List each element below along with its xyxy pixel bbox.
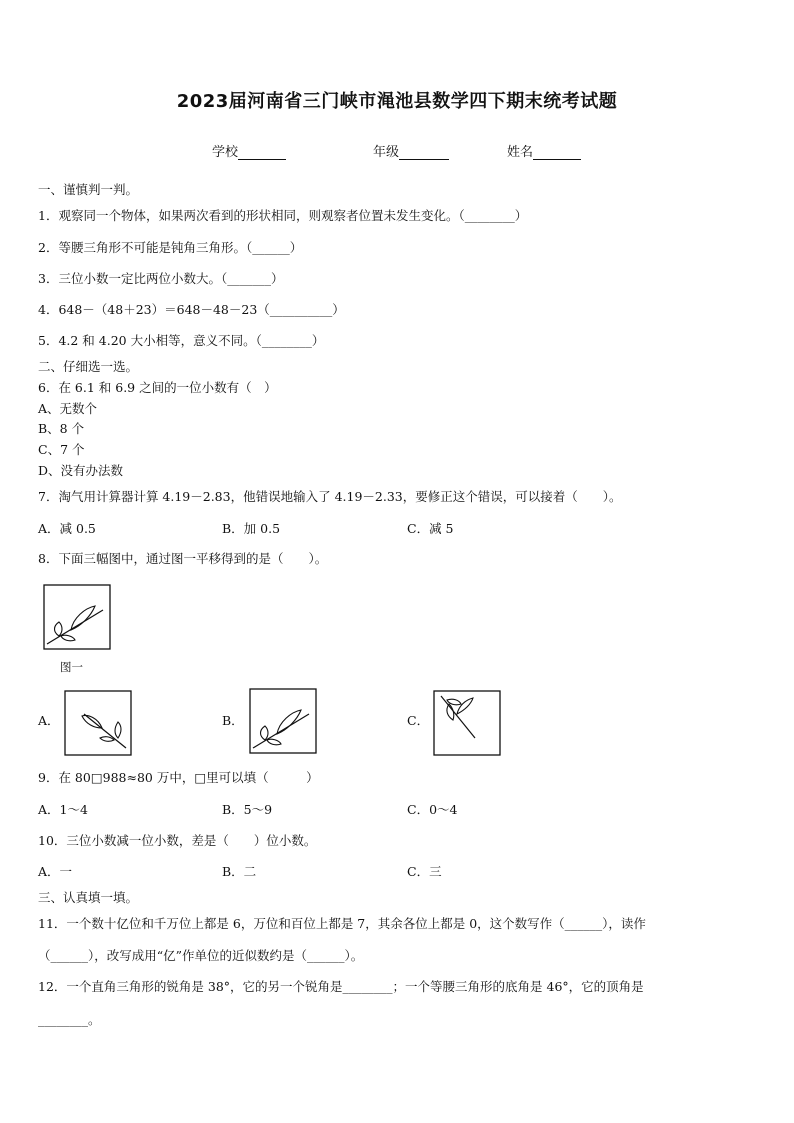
section-heading: 三、认真填一填。 — [38, 890, 139, 905]
question-9-option-b: B．5～9 — [222, 802, 273, 817]
question-12-line-1: 12．一个直角三角形的锐角是 38°，它的另一个锐角是________；一个等腰三角形的底角是 46°，它的顶角是 — [38, 979, 644, 994]
question-9-option-c: C．0～4 — [407, 802, 458, 817]
question-12-line-2: ________。 — [38, 1012, 101, 1027]
question-8-option-a: A． — [38, 713, 60, 728]
option-a-leaf-image[interactable] — [64, 690, 132, 756]
question-10-option-a: A．一 — [38, 864, 73, 879]
name-blank[interactable] — [533, 145, 581, 160]
question-11-line-2: （______），改写成用“亿”作单位的近似数约是（______）。 — [38, 948, 364, 963]
grade-field — [373, 141, 449, 160]
question-7: 7．淘气用计算器计算 4.19－2.83，他错误地输入了 4.19－2.33，要修正这个错误，可以接着（ ）。 — [38, 489, 622, 504]
question-7-option-a: A．减 0.5 — [38, 521, 96, 536]
question-6: 6．在 6.1 和 6.9 之间的一位小数有（ ） — [38, 380, 277, 395]
question-6-option-b: B、8 个 — [38, 421, 85, 436]
question-6-option-d: D、没有办法数 — [38, 463, 124, 478]
question-6-option-c: C、7 个 — [38, 442, 85, 457]
option-c-leaf-image[interactable] — [433, 690, 501, 756]
page-title: 2023届河南省三门峡市渑池县数学四下期末统考试题 — [176, 91, 618, 112]
question-4: 4．648－（48＋23）＝648－48－23（__________） — [38, 302, 345, 317]
question-8: 8．下面三幅图中，通过图一平移得到的是（ ）。 — [38, 551, 328, 566]
grade-label: 年级 — [373, 145, 400, 160]
question-3: 3．三位小数一定比两位小数大。（_______） — [38, 271, 284, 286]
school-label: 学校 — [212, 145, 239, 160]
question-1: 1．观察同一个物体，如果两次看到的形状相同，则观察者位置未发生变化。（________） — [38, 208, 528, 223]
school-blank[interactable] — [238, 145, 286, 160]
question-10-option-b: B．二 — [222, 864, 257, 879]
question-8-option-b: B． — [222, 713, 244, 728]
name-field — [507, 141, 581, 160]
school-field — [212, 141, 286, 160]
figure-1-caption: 图一 — [60, 660, 83, 674]
question-7-option-c: C．减 5 — [407, 521, 454, 536]
name-label: 姓名 — [507, 145, 534, 160]
option-b-leaf-image[interactable] — [249, 688, 317, 754]
question-10-option-c: C．三 — [407, 864, 442, 879]
question-6-option-a: A、无数个 — [38, 401, 98, 416]
figure-1-leaf-image — [43, 584, 111, 650]
question-11-line-1: 11．一个数十亿位和千万位上都是 6，万位和百位上都是 7，其余各位上都是 0，这个数写作（______），读作 — [38, 916, 646, 931]
question-2: 2．等腰三角形不可能是钝角三角形。（______） — [38, 240, 303, 255]
question-5: 5．4.2 和 4.20 大小相等，意义不同。（________） — [38, 333, 325, 348]
question-9-option-a: A．1～4 — [38, 802, 88, 817]
grade-blank[interactable] — [399, 145, 449, 160]
section-heading: 一、谨慎判一判。 — [38, 182, 139, 197]
question-9: 9．在 80□988≈80 万中，□里可以填（ ） — [38, 770, 319, 785]
question-7-option-b: B．加 0.5 — [222, 521, 281, 536]
question-10: 10．三位小数减一位小数，差是（ ）位小数。 — [38, 833, 317, 848]
section-heading: 二、仔细选一选。 — [38, 359, 139, 374]
question-8-option-c: C． — [407, 713, 430, 728]
